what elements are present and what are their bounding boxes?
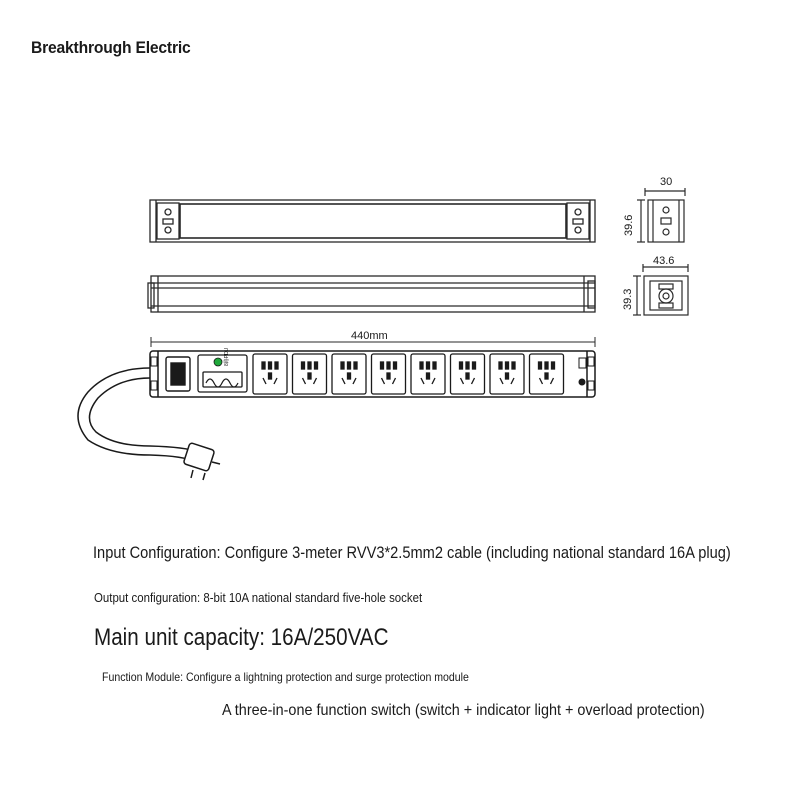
- panel-label: 8路PDU: [224, 347, 230, 366]
- profile-view: [633, 264, 688, 315]
- spec-switch: A three-in-one function switch (switch + indicator light + overload protection): [222, 702, 705, 719]
- socket: [372, 354, 406, 394]
- socket: [490, 354, 524, 394]
- spec-input: Input Configuration: Configure 3-meter RVV3*2.5mm2 cable (including national standard 16A plug): [93, 543, 731, 562]
- function-panel: [198, 355, 247, 392]
- side-view: [148, 276, 595, 312]
- socket: [411, 354, 445, 394]
- socket: [451, 354, 485, 394]
- spec-capacity: Main unit capacity: 16A/250VAC: [94, 624, 389, 651]
- spec-module: Function Module: Configure a lightning protection and surge protection module: [102, 670, 469, 684]
- spec-output: Output configuration: 8-bit 10A national standard five-hole socket: [94, 590, 423, 605]
- socket: [530, 354, 564, 394]
- top-view: [150, 200, 595, 242]
- length-label: 440mm: [351, 330, 388, 342]
- power-plug: [183, 443, 220, 480]
- end-view: [637, 188, 685, 242]
- socket-row: [253, 354, 564, 394]
- profile-height-label: 39.3: [622, 288, 634, 310]
- indicator-light: [214, 358, 222, 366]
- profile-width-label: 43.6: [653, 255, 675, 267]
- rating-plate: [579, 358, 586, 385]
- end-width-label: 30: [660, 176, 673, 188]
- socket: [293, 354, 327, 394]
- socket: [332, 354, 366, 394]
- end-height-label: 39.6: [623, 214, 635, 236]
- brand-title: Breakthrough Electric: [31, 38, 191, 57]
- socket: [253, 354, 287, 394]
- power-switch: [166, 357, 190, 391]
